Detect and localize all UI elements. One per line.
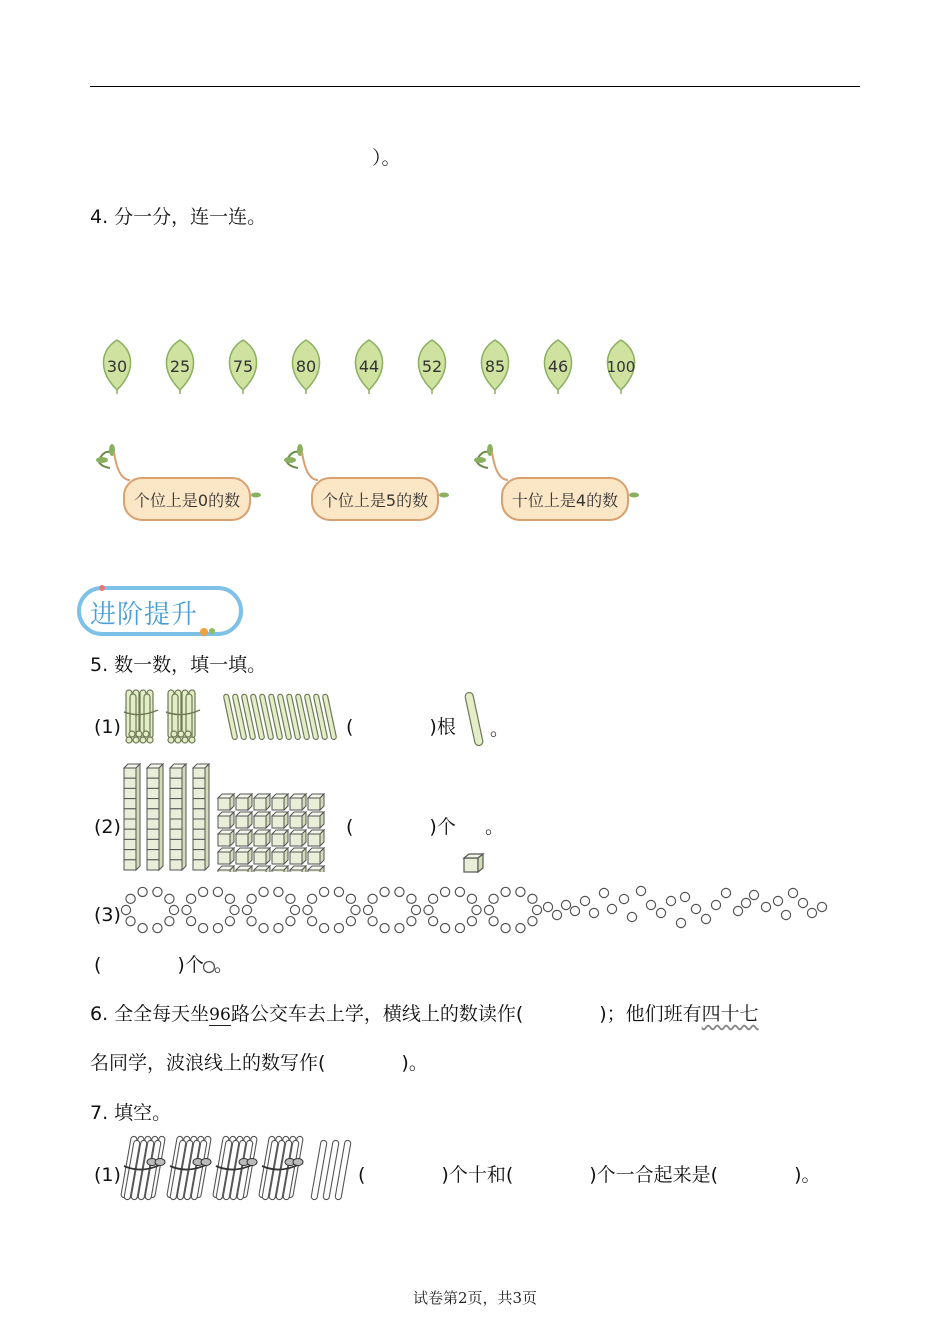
leaf-6[interactable] xyxy=(481,340,508,394)
ten-rod xyxy=(147,764,163,870)
loose-bead xyxy=(580,896,589,905)
cloud-label-0[interactable] xyxy=(96,444,261,520)
unit-cube xyxy=(218,830,234,846)
loose-bead xyxy=(589,908,598,917)
loose-bead xyxy=(691,904,700,913)
loose-bead xyxy=(543,902,552,911)
bead-ring xyxy=(303,887,360,932)
q6-line2[interactable]: 名同学，波浪线上的数写作( )。 xyxy=(90,1052,428,1074)
unit-cube xyxy=(272,848,288,864)
unit-cube xyxy=(308,830,324,846)
unit-cube xyxy=(218,812,234,828)
leaf-number: 30 xyxy=(106,357,128,376)
loose-bead xyxy=(807,908,816,917)
q6-line1-a: 6. 全全每天坐 xyxy=(90,1003,210,1025)
section-badge xyxy=(76,583,244,639)
q5-title: 5. 数一数，填一填。 xyxy=(90,654,267,676)
loose-bead xyxy=(711,900,720,909)
unit-cube xyxy=(218,848,234,864)
loose-bead xyxy=(599,888,608,897)
loose-bead xyxy=(798,898,807,907)
loose-bead xyxy=(676,918,685,927)
loose-bead xyxy=(627,912,636,921)
q5-2-answer[interactable]: ( )个 xyxy=(346,816,456,838)
unit-cube xyxy=(290,812,306,828)
bead-ring xyxy=(242,887,299,932)
cloud-text-1: 个位上是5的数 xyxy=(321,491,429,510)
bead-rings-icon xyxy=(120,880,835,940)
leaf-number: 100 xyxy=(606,358,636,376)
ten-stick-bundle xyxy=(259,1136,304,1200)
loose-bead xyxy=(619,894,628,903)
loose-bead xyxy=(788,888,797,897)
q5-3-answer[interactable]: ( )个 xyxy=(94,954,204,976)
q5-1-label: (1) xyxy=(94,716,121,738)
cloud-label-1[interactable] xyxy=(284,444,449,520)
unit-cube xyxy=(218,866,234,872)
loose-bead xyxy=(773,896,782,905)
loose-bead xyxy=(741,898,750,907)
loose-bead xyxy=(761,902,770,911)
cloud-row xyxy=(90,440,650,534)
unit-cube xyxy=(290,830,306,846)
cloud-label-2[interactable] xyxy=(474,444,639,520)
ten-stick-bundle xyxy=(167,1136,212,1200)
bead-ring xyxy=(182,887,239,932)
ten-stick-bundle xyxy=(213,1136,258,1200)
leaf-1[interactable] xyxy=(166,340,193,394)
q6-line1-b[interactable]: 路公交车去上学，横线上的数读作( )；他们班有 xyxy=(230,1003,702,1025)
q7-1-answer[interactable]: ( )个十和( )个一合起来是( )。 xyxy=(358,1164,821,1186)
unit-cube xyxy=(290,866,306,872)
leaf-number: 44 xyxy=(358,357,380,376)
loose-bead xyxy=(607,904,616,913)
leaf-number: 25 xyxy=(169,357,191,376)
leaf-3[interactable] xyxy=(292,340,319,394)
q7-1-label: (1) xyxy=(94,1164,121,1186)
loose-bead xyxy=(733,906,742,915)
ten-stick-bundle xyxy=(121,1136,166,1200)
loose-bead xyxy=(570,906,579,915)
unit-cube xyxy=(254,830,270,846)
stick-bundles-2 xyxy=(120,1132,360,1210)
leaf-number: 52 xyxy=(421,357,443,376)
leaf-8[interactable] xyxy=(607,340,636,394)
loose-bead xyxy=(636,886,645,895)
unit-cube xyxy=(308,848,324,864)
header-rule xyxy=(90,86,860,87)
unit-cube xyxy=(236,866,252,872)
leaf-number: 85 xyxy=(484,357,506,376)
leaf-row xyxy=(95,336,655,400)
q7-title: 7. 填空。 xyxy=(90,1102,172,1124)
unit-cube xyxy=(272,830,288,846)
ten-rod xyxy=(170,764,186,870)
loose-bead xyxy=(680,892,689,901)
unit-cube xyxy=(290,794,306,810)
loose-bead xyxy=(749,890,758,899)
leaf-7[interactable] xyxy=(544,340,571,394)
loose-bead xyxy=(721,888,730,897)
q6-underlined-number: 96 xyxy=(209,1005,231,1025)
q4-title: 4. 分一分，连一连。 xyxy=(90,206,267,228)
loose-bead xyxy=(666,896,675,905)
unit-cube-icon xyxy=(462,852,486,878)
unit-cube xyxy=(236,812,252,828)
stick-bundle-icon xyxy=(120,1132,360,1206)
q5-1-answer[interactable]: ( )根 xyxy=(346,716,456,738)
unit-cube xyxy=(290,848,306,864)
unit-cube xyxy=(308,794,324,810)
loose-bead xyxy=(646,900,655,909)
unit-cube xyxy=(236,794,252,810)
loose-bead xyxy=(817,902,826,911)
bead-rings xyxy=(120,880,835,944)
bead-ring xyxy=(363,887,420,932)
q6-wavy-number: 四十七 xyxy=(701,1003,759,1025)
leaf-4[interactable] xyxy=(355,340,382,394)
unit-cube xyxy=(254,866,270,872)
leaf-number: 80 xyxy=(295,357,317,376)
stick-bundles-1 xyxy=(120,688,345,750)
q5-2-end: 。 xyxy=(485,816,505,838)
stick-bundle-icon xyxy=(120,688,345,746)
unit-cube xyxy=(272,866,288,872)
loose-bead xyxy=(656,908,665,917)
leaf-number: 46 xyxy=(547,357,569,376)
cloud-row-svg xyxy=(90,440,650,530)
ten-rod xyxy=(193,764,209,870)
q5-3-end: 。 xyxy=(214,954,234,976)
ten-rod xyxy=(124,764,140,870)
loose-bead xyxy=(701,914,710,923)
unit-cube xyxy=(254,794,270,810)
unit-cube xyxy=(236,830,252,846)
single-stick-icon xyxy=(462,690,488,754)
loose-bead xyxy=(552,910,561,919)
section-badge-text: 进阶提升 xyxy=(90,600,199,630)
unit-cube xyxy=(218,794,234,810)
unit-cube xyxy=(308,812,324,828)
bead-ring xyxy=(121,887,178,932)
base-ten-blocks-icon xyxy=(120,760,348,872)
unit-cube xyxy=(254,812,270,828)
unit-cube xyxy=(272,794,288,810)
q5-1-end: 。 xyxy=(490,718,510,740)
bead-ring xyxy=(484,887,541,932)
loose-bead xyxy=(561,900,570,909)
unit-cube xyxy=(272,812,288,828)
q5-3-label: (3) xyxy=(94,904,121,926)
unit-cube xyxy=(236,848,252,864)
q6-line1 xyxy=(90,1002,759,1027)
bead-ring xyxy=(424,887,481,932)
unit-cube xyxy=(254,848,270,864)
cloud-text-2: 十位上是4的数 xyxy=(511,491,619,510)
leaf-number: 75 xyxy=(232,357,254,376)
unit-cube xyxy=(308,866,324,872)
block-group xyxy=(120,760,348,876)
previous-question-fragment: ）。 xyxy=(372,147,401,169)
leaf-0[interactable] xyxy=(103,340,130,394)
leaf-2[interactable] xyxy=(229,340,256,394)
cloud-text-0: 个位上是0的数 xyxy=(133,491,241,510)
loose-bead xyxy=(781,910,790,919)
q5-2-label: (2) xyxy=(94,816,121,838)
leaf-5[interactable] xyxy=(418,340,445,394)
leaf-row-svg xyxy=(95,336,655,396)
page-footer: 试卷第2页，共3页 xyxy=(412,1289,538,1307)
